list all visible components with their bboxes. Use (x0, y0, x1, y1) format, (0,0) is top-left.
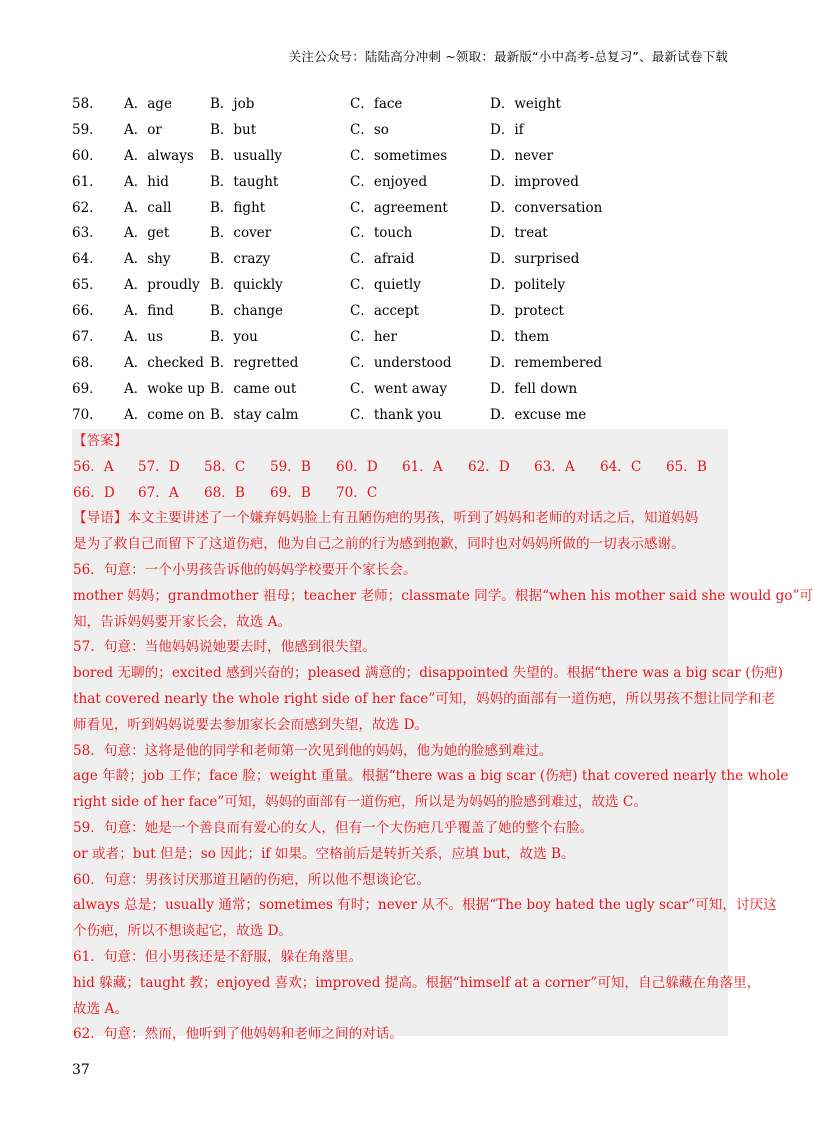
question-number: 63． (72, 225, 103, 242)
answer-item: 57．D (138, 458, 180, 475)
explanation-line: right side of her face”可知，妈妈的面部有一道伤疤，所以是为妈妈的脸感到难过，故选 C。 (73, 794, 647, 811)
option-row (72, 351, 732, 377)
option-a: A．always (124, 147, 194, 164)
answer-item: 66．D (73, 484, 115, 501)
option-d: D．them (490, 329, 550, 346)
question-number: 65． (72, 277, 103, 294)
option-a: A．us (124, 329, 163, 346)
option-d: D．never (490, 147, 554, 164)
option-row (72, 247, 732, 273)
option-c: C．enjoyed (350, 173, 428, 190)
option-c: C．sometimes (350, 147, 448, 164)
option-d: D．improved (490, 173, 579, 190)
option-b: B．change (210, 303, 284, 320)
question-number: 68． (72, 354, 103, 371)
option-a: A．find (124, 303, 174, 320)
question-number: 69． (72, 380, 103, 397)
option-b: B．job (210, 96, 255, 112)
option-a: A．or (124, 121, 162, 138)
answer-item: 58．C (204, 458, 246, 475)
option-row (72, 118, 732, 144)
option-row (72, 273, 732, 299)
option-c: C．agreement (350, 199, 448, 216)
option-b: B．usually (210, 147, 283, 164)
option-b: B．stay calm (210, 406, 299, 423)
answer-item: 68．B (204, 484, 245, 501)
option-a: A．checked (124, 354, 204, 371)
answer-label: 【答案】 (73, 433, 128, 449)
answer-item: 56．A (73, 458, 114, 475)
option-d: D．surprised (490, 251, 580, 268)
explanation-line: 62．句意：然而，他听到了他妈妈和老师之间的对话。 (73, 1026, 403, 1043)
option-d: D．protect (490, 303, 564, 320)
option-a: A．proudly (124, 277, 200, 294)
option-row (72, 221, 732, 247)
option-d: D．fell down (490, 380, 578, 397)
answer-item: 64．C (600, 458, 642, 475)
explanation-line: that covered nearly the whole right side of her face”可知，妈妈的面部有一道伤疤，所以男孩不想让同学和老 (73, 690, 776, 707)
option-row (72, 170, 732, 196)
explanation-line: 师看见，听到妈妈说要去参加家长会而感到失望，故选 D。 (73, 716, 429, 733)
option-b: B．came out (210, 380, 297, 397)
option-c: C．accept (350, 303, 420, 320)
option-d: D．remembered (490, 354, 603, 371)
option-row (72, 92, 732, 118)
question-number: 62． (72, 199, 103, 216)
option-b: B．crazy (210, 251, 271, 268)
option-c: C．touch (350, 225, 413, 242)
question-number: 60． (72, 147, 103, 164)
question-number: 67． (72, 329, 103, 346)
explanation-line: age 年龄；job 工作；face 脸；weight 重量。根据“there was a big scar (伤疤) that covered nearly the whole (73, 768, 789, 785)
option-d: D．excuse me (490, 406, 587, 423)
option-b: B．taught (210, 173, 279, 190)
option-d: D．conversation (490, 199, 603, 216)
answer-item: 63．A (534, 458, 575, 475)
option-b: B．fight (210, 199, 266, 216)
answer-item: 65．B (666, 458, 707, 475)
option-a: A．hid (124, 173, 169, 190)
explanation-line: 60．句意：男孩讨厌那道丑陋的伤疤，所以他不想谈论它。 (73, 871, 431, 888)
answer-item: 70．C (336, 484, 378, 501)
explanation-line: always 总是；usually 通常；sometimes 有时；never 从不。根据“The boy hated the ugly scar”可知，讨厌这 (73, 897, 777, 914)
explanation-line: 个伤疤，所以不想谈起它，故选 D。 (73, 923, 293, 940)
explanation-line: 56．句意：一个小男孩告诉他的妈妈学校要开个家长会。 (73, 561, 417, 578)
option-a: A．age (124, 96, 172, 112)
answer-item: 61．A (402, 458, 443, 475)
option-c: C．afraid (350, 251, 415, 268)
explanation-line: 故选 A。 (73, 1000, 128, 1017)
answer-item: 60．D (336, 458, 378, 475)
answer-item: 59．B (270, 458, 311, 475)
options-list (72, 92, 732, 429)
option-c: C．understood (350, 354, 452, 371)
explanation-line: 是为了救自己而留下了这道伤疤，他为自己之前的行为感到抱歉，同时也对妈妈所做的一切表示感谢。 (73, 536, 685, 553)
answer-row (72, 481, 728, 507)
option-a: A．woke up (124, 380, 205, 397)
option-row (72, 377, 732, 403)
explanation-line: 61．句意：但小男孩还是不舒服，躲在角落里。 (73, 948, 363, 965)
option-b: B．cover (210, 225, 272, 242)
question-number: 64． (72, 251, 103, 268)
explanation-line: bored 无聊的；excited 感到兴奋的；pleased 满意的；disappointed 失望的。根据“there was a big scar (伤疤) (73, 665, 784, 682)
page-number: 37 (72, 1062, 90, 1078)
answer-item: 62．D (468, 458, 510, 475)
explanation-line: hid 躲藏；taught 教；enjoyed 喜欢；improved 提高。根据“himself at a corner”可知，自己躲藏在角落里， (73, 974, 761, 991)
option-c: C．face (350, 96, 403, 112)
explanation-line: mother 妈妈；grandmother 祖母；teacher 老师；classmate 同学。根据“when his mother said she would go”可 (73, 587, 813, 604)
explanation-line: 知，告诉妈妈要开家长会，故选 A。 (73, 613, 292, 630)
option-d: D．if (490, 121, 524, 138)
explanation-line: 59．句意：她是一个善良而有爱心的女人，但有一个大伤疤几乎覆盖了她的整个右脸。 (73, 819, 594, 836)
answer-explanation-block (72, 429, 813, 1043)
option-c: C．quietly (350, 277, 421, 294)
question-number: 70． (72, 406, 103, 423)
option-a: A．call (124, 199, 172, 216)
question-number: 66． (72, 303, 103, 320)
option-b: B．regretted (210, 354, 299, 371)
option-d: D．weight (490, 96, 561, 112)
question-number: 59． (72, 121, 103, 138)
explanation-line: 58．句意：这将是他的同学和老师第一次见到他的妈妈，他为她的脸感到难过。 (73, 742, 553, 759)
option-row (72, 196, 732, 222)
option-a: A．get (124, 225, 170, 242)
option-a: A．come on (124, 406, 205, 423)
question-number: 58． (72, 96, 103, 112)
answer-row (72, 455, 728, 481)
option-d: D．treat (490, 225, 548, 242)
page-header: 关注公众号：陆陆高分冲刺 ~领取：最新版“小中高考-总复习”、最新试卷下载 (288, 49, 728, 64)
option-a: A．shy (124, 251, 171, 268)
option-d: D．politely (490, 277, 566, 294)
answer-item: 69．B (270, 484, 311, 501)
option-row (72, 325, 732, 351)
option-b: B．you (210, 329, 258, 346)
explanation-line: 57．句意：当他妈妈说她要去时，他感到很失望。 (73, 639, 376, 656)
option-c: C．went away (350, 380, 448, 397)
answer-item: 67．A (138, 484, 179, 501)
question-number: 61． (72, 173, 103, 190)
option-row (72, 299, 732, 325)
option-c: C．her (350, 329, 397, 346)
explanation-line: or 或者；but 但是；so 因此；if 如果。空格前后是转折关系，应填 but，故选 B。 (73, 845, 575, 862)
explanation-line: 【导语】本文主要讲述了一个嫌弃妈妈脸上有丑陋伤疤的男孩，听到了妈妈和老师的对话之后，知道妈妈 (73, 510, 699, 527)
option-c: C．so (350, 121, 389, 138)
option-row (72, 144, 732, 170)
option-b: B．but (210, 121, 257, 138)
option-b: B．quickly (210, 277, 283, 294)
option-c: C．thank you (350, 406, 442, 423)
option-row (72, 403, 732, 429)
